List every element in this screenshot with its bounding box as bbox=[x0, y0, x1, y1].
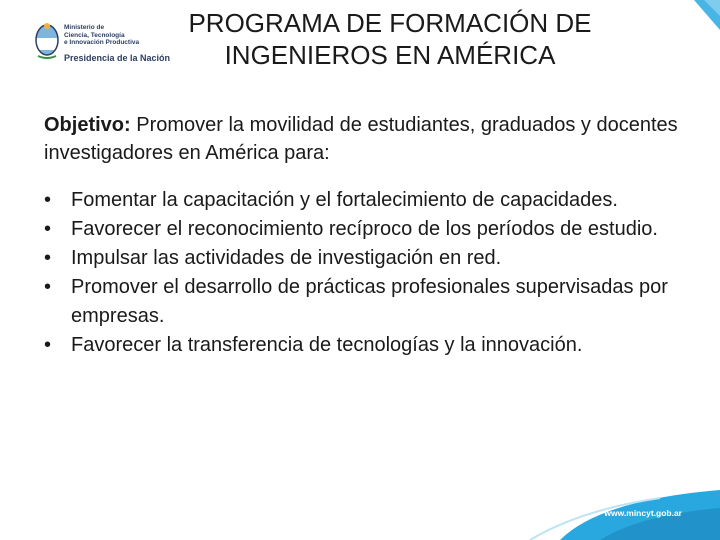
list-item-text: Fomentar la capacitación y el fortalecimiento de capacidades. bbox=[71, 189, 618, 211]
corner-arrow-icon bbox=[680, 0, 720, 40]
title-line-2: INGENIEROS EN AMÉRICA bbox=[224, 40, 556, 70]
objective-label: Objetivo: bbox=[44, 114, 131, 136]
list-item-text: Impulsar las actividades de investigación en red. bbox=[71, 247, 502, 269]
list-item-text: Promover el desarrollo de prácticas profesionales supervisadas por empresas. bbox=[71, 276, 668, 327]
logo-line-2: Ciencia, Tecnología bbox=[64, 31, 125, 39]
list-item bbox=[44, 244, 704, 273]
bullet-icon: • bbox=[44, 334, 52, 356]
objective-text: Promover la movilidad de estudiantes, graduados y docentes investigadores en América para: bbox=[44, 114, 678, 164]
logo-presidencia: Presidencia de la Nación bbox=[64, 53, 171, 63]
title-line-1: PROGRAMA DE FORMACIÓN DE bbox=[188, 8, 592, 38]
logo-line-1: Ministerio de bbox=[64, 24, 105, 31]
footer-swoosh bbox=[0, 460, 720, 540]
slide-title bbox=[150, 7, 630, 71]
list-item bbox=[44, 273, 704, 331]
ministry-logo bbox=[34, 20, 171, 68]
objective-paragraph bbox=[44, 111, 684, 167]
bullet-icon: • bbox=[44, 247, 52, 269]
footer-url[interactable]: www.mincyt.gob.ar bbox=[604, 508, 682, 518]
list-item bbox=[44, 215, 704, 244]
bullet-icon: • bbox=[44, 276, 52, 298]
bullet-icon: • bbox=[44, 218, 52, 240]
logo-text bbox=[64, 24, 171, 63]
list-item-text: Favorecer el reconocimiento recíproco de los períodos de estudio. bbox=[71, 218, 658, 240]
list-item-text: Favorecer la transferencia de tecnologías y la innovación. bbox=[71, 334, 583, 356]
list-item bbox=[44, 186, 704, 215]
coat-of-arms-icon bbox=[34, 20, 60, 60]
logo-line-3: e Innovación Productiva bbox=[64, 39, 140, 46]
objectives-list bbox=[44, 186, 704, 360]
list-item bbox=[44, 331, 704, 360]
bullet-icon: • bbox=[44, 189, 52, 211]
